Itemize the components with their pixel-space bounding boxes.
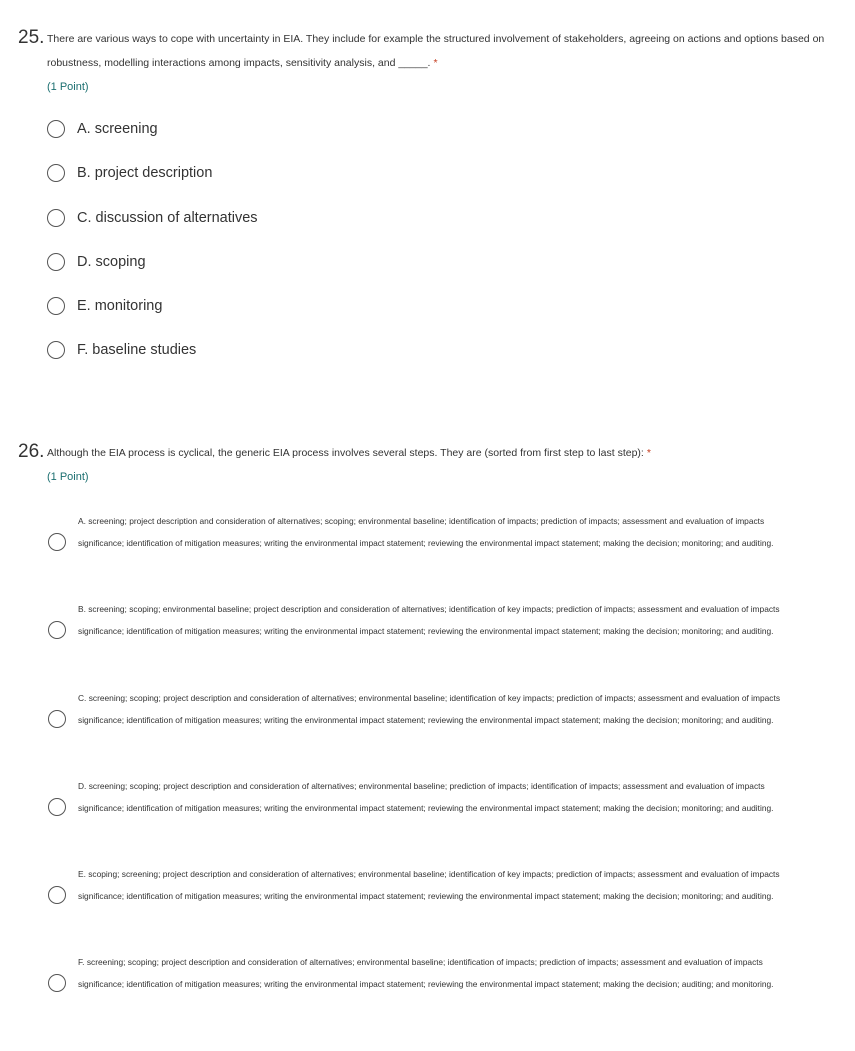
option-a[interactable] [47,120,158,138]
points-label: (1 Point) [47,81,89,93]
option-f[interactable] [47,341,196,359]
question-text [47,441,837,465]
radio-button[interactable] [47,120,65,138]
option-b[interactable] [47,164,212,182]
radio-button[interactable] [48,798,66,816]
radio-button[interactable] [48,621,66,639]
radio-button[interactable] [47,164,65,182]
option-label: A. screening [77,121,158,137]
option-label: B. project description [77,165,213,181]
question-text-body: Although the EIA process is cyclical, the generic EIA process involves several steps. They are (sorted from first step to last step): [47,447,644,459]
option-label: A. screening; project description and consideration of alternatives; scoping; environmental baseline; identification of impacts; prediction of impacts; assessment and evaluation of impacts significance; identification of mitigation measures; writing the environmental impact statement; reviewing the environmental impact statement; making the decision; monitoring; and auditing. [78,516,774,548]
option-d[interactable] [47,253,146,271]
radio-button[interactable] [47,297,65,315]
option-c[interactable] [47,209,258,227]
question-text [47,27,837,75]
option-e[interactable] [47,297,162,315]
required-mark: * [646,447,651,459]
radio-button[interactable] [48,710,66,728]
option-label: F. screening; scoping; project description and consideration of alternatives; environmental baseline; identification of impacts; prediction of impacts; assessment and evaluation of impacts significance; identification of mitigation measures; writing the environmental impact statement; reviewing the environmental impact statement; making the decision; auditing; and monitoring. [78,957,774,989]
required-mark: * [433,57,438,69]
radio-button[interactable] [48,533,66,551]
option-label: C. screening; scoping; project description and consideration of alternatives; environmental baseline; identification of key impacts; prediction of impacts; assessment and evaluation of impacts significance; identification of mitigation measures; writing the environmental impact statement; reviewing the environmental impact statement; making the decision; monitoring; and auditing. [78,693,781,725]
option-label: D. scoping [77,254,146,270]
option-label: E. monitoring [77,298,163,314]
radio-button[interactable] [47,253,65,271]
radio-button[interactable] [48,974,66,992]
option-label: B. screening; scoping; environmental baseline; project description and consideration of alternatives; identification of key impacts; prediction of impacts; assessment and evaluation of impacts significance; identification of mitigation measures; writing the environmental impact statement; reviewing the environmental impact statement; making the decision; monitoring; and auditing. [78,604,780,636]
option-label: F. baseline studies [77,342,197,358]
question-number: 26. [18,441,45,462]
question-text-body: There are various ways to cope with uncertainty in EIA. They include for example the structured involvement of stakeholders, agreeing on actions and options based on robustness, modelling interactions among impacts, sensitivity analysis, and _____. [47,33,825,69]
points-label: (1 Point) [47,471,89,483]
option-label: D. screening; scoping; project description and consideration of alternatives; environmental baseline; prediction of impacts; identification of impacts; assessment and evaluation of impacts significance; identification of mitigation measures; writing the environmental impact statement; reviewing the environmental impact statement; making the decision; monitoring; and auditing. [78,781,774,813]
question-number: 25. [18,27,45,48]
option-label: C. discussion of alternatives [77,210,258,226]
option-label: E. scoping; screening; project description and consideration of alternatives; environmental baseline; identification of key impacts; prediction of impacts; assessment and evaluation of impacts significance; identification of mitigation measures; writing the environmental impact statement; reviewing the environmental impact statement; making the decision; monitoring; and auditing. [78,869,780,901]
radio-button[interactable] [48,886,66,904]
radio-button[interactable] [47,341,65,359]
radio-button[interactable] [47,209,65,227]
